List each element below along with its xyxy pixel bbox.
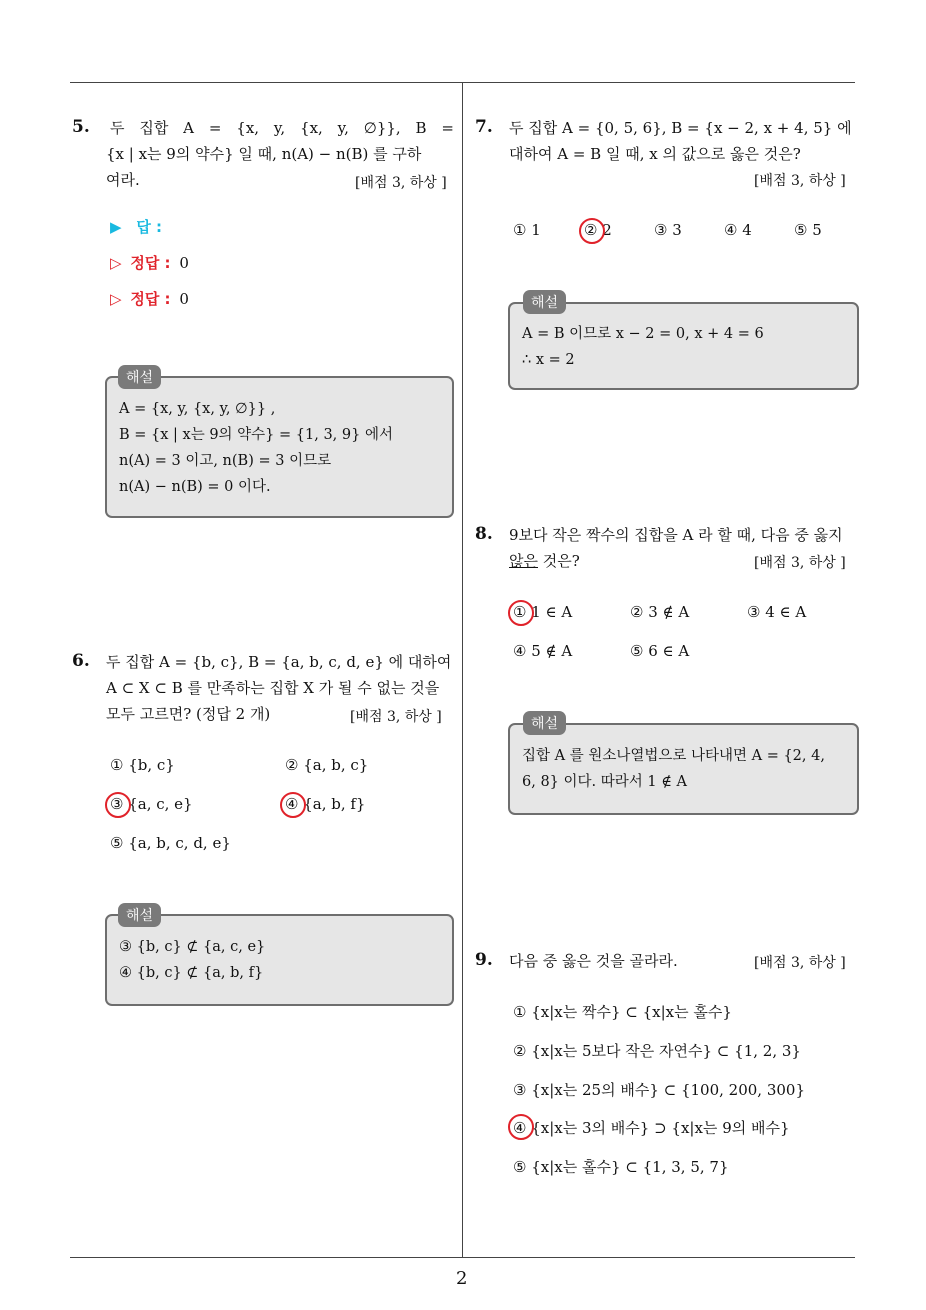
choice-5[interactable]: ⑤ 6 ∈ A — [630, 642, 690, 660]
choice-2[interactable]: ② {a, b, c} — [285, 756, 369, 774]
solution-tag: 해설 — [118, 903, 161, 927]
selected-circle-mark — [105, 792, 131, 818]
question-text: 않은 것은? — [509, 552, 580, 570]
question-number: 6. — [72, 651, 90, 671]
correct-answer-row — [110, 252, 189, 273]
question-number: 8. — [475, 524, 493, 544]
choice-2[interactable]: ② 2 — [584, 221, 612, 239]
choice-1[interactable]: ① 1 ∈ A — [513, 603, 573, 621]
solution-box — [508, 302, 859, 390]
question-number: 7. — [475, 117, 493, 137]
question-text: {x | x는 9의 약수} 일 때, n(A) − n(B) 를 구하 — [106, 145, 422, 163]
question-text: 대하여 A = B 일 때, x 의 값으로 옳은 것은? — [509, 145, 801, 163]
choice-4[interactable]: ④ 4 — [724, 221, 752, 239]
score-label: [배점 3, 하상 ] — [355, 175, 447, 191]
solution-line: n(A) = 3 이고, n(B) = 3 이므로 — [119, 453, 332, 469]
solution-line: 집합 A 를 원소나열법으로 나타내면 A = {2, 4, — [522, 748, 825, 764]
selected-circle-mark — [508, 1114, 534, 1140]
solution-line: B = {x | x는 9의 약수} = {1, 3, 9} 에서 — [119, 427, 393, 443]
page-number: 2 — [456, 1268, 468, 1289]
selected-circle-mark — [508, 600, 534, 626]
answer-label: 답 : — [136, 218, 163, 236]
choice-3[interactable]: ③ 4 ∈ A — [747, 603, 807, 621]
correct-answer-value: 0 — [179, 290, 189, 308]
solution-tag: 해설 — [523, 711, 566, 735]
question-text: 모두 고르면? (정답 2 개) — [106, 705, 271, 723]
choice-3[interactable]: ③ 3 — [654, 221, 682, 239]
score-label: [배점 3, 하상 ] — [754, 173, 846, 189]
score-label: [배점 3, 하상 ] — [350, 709, 442, 725]
outline-arrow-icon: ▷ — [110, 254, 122, 272]
solution-line: 6, 8} 이다. 따라서 1 ∉ A — [522, 774, 688, 790]
choice-3[interactable]: ③ {x|x는 25의 배수} ⊂ {100, 200, 300} — [513, 1081, 806, 1099]
question-text: 9보다 작은 짝수의 집합을 A 라 할 때, 다음 중 옳지 — [509, 526, 843, 544]
question-text: A ⊂ X ⊂ B 를 만족하는 집합 X 가 될 수 없는 것을 — [106, 679, 440, 697]
choice-1[interactable]: ① {b, c} — [110, 756, 175, 774]
correct-answer-row — [110, 288, 189, 309]
choice-5[interactable]: ⑤ {x|x는 홀수} ⊂ {1, 3, 5, 7} — [513, 1158, 729, 1176]
solution-tag: 해설 — [118, 365, 161, 389]
solution-line: A = {x, y, {x, y, ∅}} , — [119, 401, 276, 417]
choice-5[interactable]: ⑤ {a, b, c, d, e} — [110, 834, 231, 852]
question-number: 9. — [475, 950, 493, 970]
question-text: 다음 중 옳은 것을 골라라. — [509, 952, 678, 970]
question-text: 여라. — [106, 171, 140, 189]
solution-box — [105, 376, 454, 518]
choice-5[interactable]: ⑤ 5 — [794, 221, 822, 239]
solution-line: ③ {b, c} ⊄ {a, c, e} — [119, 939, 266, 955]
solution-box — [508, 723, 859, 815]
solution-line: A = B 이므로 x − 2 = 0, x + 4 = 6 — [522, 326, 764, 342]
score-label: [배점 3, 하상 ] — [754, 555, 846, 571]
correct-answer-label: 정답 : — [130, 290, 171, 308]
solution-box — [105, 914, 454, 1006]
answer-row — [110, 216, 162, 237]
solution-line: n(A) − n(B) = 0 이다. — [119, 479, 271, 495]
choice-2[interactable]: ② {x|x는 5보다 작은 자연수} ⊂ {1, 2, 3} — [513, 1042, 801, 1060]
question-text: 두 집합 A = {x, y, {x, y, ∅}}, B = — [110, 119, 454, 137]
correct-answer-value: 0 — [179, 254, 189, 272]
choice-1[interactable]: ① {x|x는 짝수} ⊂ {x|x는 홀수} — [513, 1003, 732, 1021]
solution-line: ④ {b, c} ⊄ {a, b, f} — [119, 965, 264, 981]
choice-2[interactable]: ② 3 ∉ A — [630, 603, 690, 621]
outline-arrow-icon: ▷ — [110, 290, 122, 308]
correct-answer-label: 정답 : — [130, 254, 171, 272]
choice-1[interactable]: ① 1 — [513, 221, 541, 239]
choice-4[interactable]: ④ {x|x는 3의 배수} ⊃ {x|x는 9의 배수} — [513, 1119, 790, 1137]
choice-4[interactable]: ④ {a, b, f} — [285, 795, 366, 813]
choice-4[interactable]: ④ 5 ∉ A — [513, 642, 573, 660]
column-divider — [462, 82, 463, 1258]
selected-circle-mark — [579, 218, 605, 244]
choice-3[interactable]: ③ {a, c, e} — [110, 795, 193, 813]
score-label: [배점 3, 하상 ] — [754, 955, 846, 971]
emphasis-underline: 않은 — [509, 552, 538, 570]
selected-circle-mark — [280, 792, 306, 818]
question-text: 두 집합 A = {0, 5, 6}, B = {x − 2, x + 4, 5} 에 — [509, 119, 852, 137]
question-text: 두 집합 A = {b, c}, B = {a, b, c, d, e} 에 대하여 — [106, 653, 452, 671]
question-number: 5. — [72, 117, 90, 137]
solution-tag: 해설 — [523, 290, 566, 314]
solution-line: ∴ x = 2 — [522, 352, 575, 368]
play-arrow-icon: ▶ — [110, 218, 122, 236]
bottom-rule — [70, 1257, 855, 1258]
